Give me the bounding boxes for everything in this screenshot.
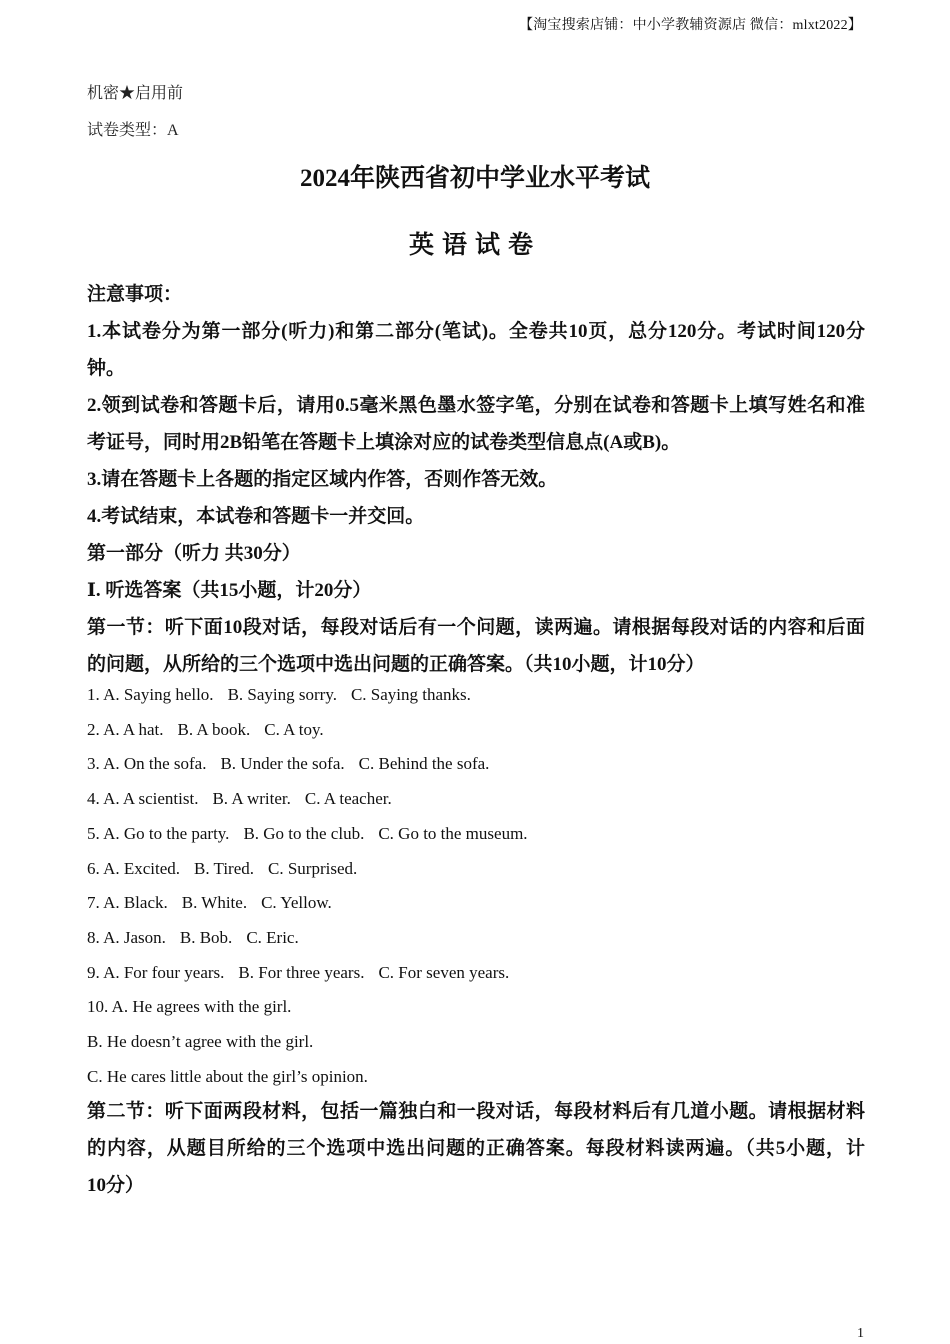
option-a: A. Excited. [103, 858, 181, 878]
sub-section-2-line-3: 10分） [87, 1175, 145, 1196]
option-a: A. A hat. [103, 719, 164, 739]
header-note: 【淘宝搜索店铺：中小学教辅资源店 微信：mlxt2022】 [519, 18, 862, 33]
option-c: C. Eric. [246, 927, 299, 947]
sub-section-2 [87, 1093, 865, 1204]
notice-heading: 注意事项： [87, 284, 183, 305]
option-a: A. Jason. [103, 927, 166, 947]
notice-item-3: 3.请在答题卡上各题的指定区域内作答，否则作答无效。 [87, 469, 558, 490]
option-b: B. Go to the club. [243, 823, 365, 843]
option-c: C. For seven years. [378, 962, 510, 982]
option-b: B. Under the sofa. [220, 754, 345, 774]
question-number: 4. [87, 789, 100, 809]
sub-section-2-line-2: 的内容，从题目所给的三个选项中选出问题的正确答案。每段材料读两遍。（共5小题，计 [87, 1138, 865, 1159]
option-b: B. A writer. [212, 789, 291, 809]
option-a: A. For four years. [103, 962, 225, 982]
notice-item-2-line-1: 2.领到试卷和答题卡后，请用0.5毫米黑色墨水签字笔，分别在试卷和答题卡上填写姓名和准 [87, 395, 865, 416]
option-c: C. Saying thanks. [350, 685, 471, 704]
question-number: 7. [87, 893, 100, 913]
question-number: 9. [87, 962, 100, 982]
option-a: A. Saying hello. [103, 685, 214, 704]
option-b: B. Saying sorry. [227, 685, 337, 704]
question-number: 6. [87, 858, 100, 878]
question-6 [87, 852, 865, 887]
page-number: 1 [857, 1326, 864, 1341]
confidential-label: 机密★启用前 [87, 85, 184, 102]
option-c: C. Behind the sofa. [358, 754, 490, 774]
option-a: A. Go to the party. [103, 823, 230, 843]
option-b: B. For three years. [238, 962, 365, 982]
exam-title: 2024年陕西省初中学业水平考试 [299, 165, 650, 192]
question-7 [87, 886, 865, 921]
notice-item-1-line-1: 1.本试卷分为第一部分(听力)和第二部分(笔试)。全卷共10页，总分120分。考试时间120分 [87, 321, 865, 342]
question-5 [87, 817, 865, 852]
option-b: B. Bob. [179, 927, 233, 947]
sub-section-2-line-1: 第二节：听下面两段材料，包括一篇独白和一段对话，每段材料后有几道小题。请根据材料 [87, 1101, 865, 1122]
option-c: C. Go to the museum. [378, 823, 528, 843]
option-c: C. Yellow. [261, 893, 332, 913]
sub-section-1-line-2: 的问题，从所给的三个选项中选出问题的正确答案。（共10小题，计10分） [87, 654, 705, 675]
question-number: 5. [87, 823, 100, 843]
question-number: 2. [87, 719, 100, 739]
option-a: A. Black. [103, 893, 168, 913]
question-2 [87, 713, 865, 748]
option-b: B. Tired. [194, 858, 255, 878]
question-10-option-a: 10. A. He agrees with the girl. [87, 997, 292, 1017]
option-b: B. A book. [177, 719, 251, 739]
question-number: 8. [87, 927, 100, 947]
question-1 [87, 678, 865, 713]
option-c: C. A toy. [264, 719, 324, 739]
option-b: B. White. [181, 893, 248, 913]
notice-item-4: 4.考试结束，本试卷和答题卡一并交回。 [87, 506, 425, 527]
question-9 [87, 956, 865, 991]
notice-item-2-line-2: 考证号，同时用2B铅笔在答题卡上填涂对应的试卷类型信息点(A或B)。 [87, 432, 681, 453]
question-4 [87, 782, 865, 817]
exam-subtitle: 英语试卷 [408, 232, 541, 259]
option-a: A. A scientist. [103, 789, 199, 809]
question-list [87, 678, 865, 1094]
sub-section-1-line-1: 第一节：听下面10段对话，每段对话后有一个问题，读两遍。请根据每段对话的内容和后面 [87, 617, 865, 638]
part1-heading: 第一部分（听力 共30分） [87, 543, 301, 564]
notice-section [87, 276, 865, 683]
question-10-option-c: C. He cares little about the girl’s opinion. [87, 1066, 368, 1086]
paper-type-label: 试卷类型：A [87, 122, 179, 139]
option-c: C. A teacher. [304, 789, 392, 809]
question-number: 1. [87, 685, 100, 704]
question-3 [87, 747, 865, 782]
notice-item-1-line-2: 钟。 [87, 358, 126, 379]
question-10-option-b: B. He doesn’t agree with the girl. [87, 1032, 314, 1052]
section-1-heading: Ⅰ. 听选答案（共15小题，计20分） [87, 580, 372, 601]
option-a: A. On the sofa. [103, 754, 207, 774]
question-number: 3. [87, 754, 100, 774]
question-8 [87, 921, 865, 956]
option-c: C. Surprised. [268, 858, 358, 878]
